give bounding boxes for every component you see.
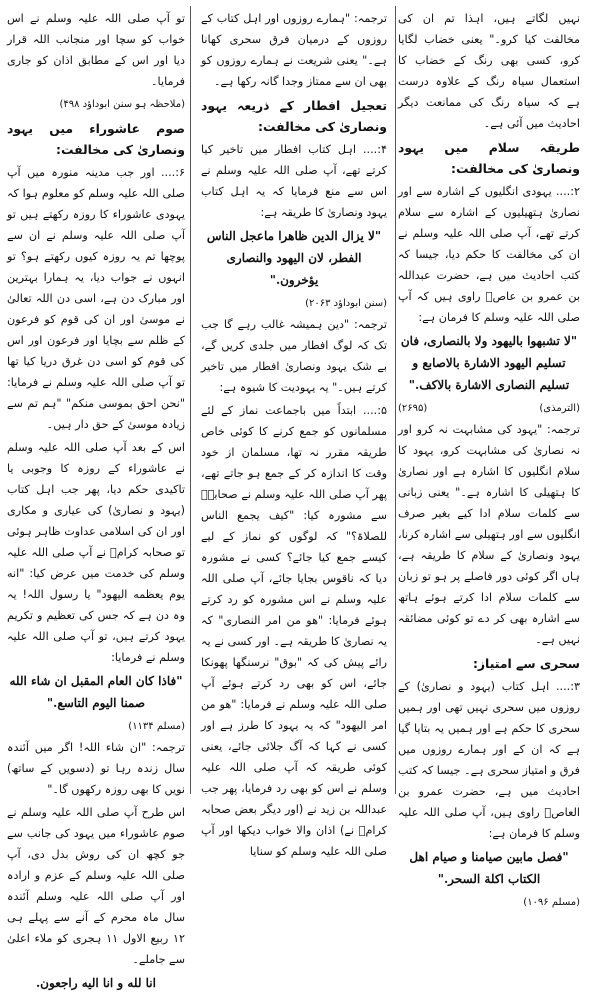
reference: (الترمذی) — [539, 403, 580, 414]
column-right — [398, 8, 580, 908]
paragraph: ۲:.... یہودی انگلیوں کے اشارہ سے اور نصاریٰ ہتھیلیوں کے اشارہ سے سلام کرتے تھے، آپ صلی اللہ علیہ وسلم نے ان کی مخالفت کا حکم دیا، جیسا کہ کتب احادیث میں ہے، حضرت عبداللہ بن عمرو بن عاصؓ راوی ہیں کہ آپ صلی اللہ علیہ وسلم کا فرمان ہے: — [398, 185, 580, 324]
section-heading: تعجیل افطار کے ذریعہ یہود ونصاریٰ کی مخالفت: — [201, 98, 387, 134]
reference: (سنن ابوداؤد ۲۰۶۳) — [305, 298, 387, 309]
reference-row — [398, 398, 580, 419]
paragraph: نہیں لگاتے ہیں، اہذا تم ان کی مخالفت کیا کرو۔" یعنی خضاب لگایا کرو، کسی بھی رنگ کے خضاب کا استعمال سیاہ رنگ کے علاوہ درست ہے کہ سیاہ رنگ کی ممانعت دیگر احادیث میں آئی ہے۔ — [398, 12, 580, 130]
closing-phrase: انا لله و انا اليه راجعون. — [36, 976, 156, 990]
paragraph: ۳:.... اہل کتاب (یہود و نصاریٰ) کے روزوں میں سحری نہیں تھی اور ہمیں سحری کا حکم ہے اور ہمیں یہ بتایا گیا ہے کہ ان کے اور ہمارے روزوں میں فرق و امتیاز سحری ہے۔ جیسا کہ کتب احادیث میں ہے، حضرت عمرو بن العاصؓ راوی ہیں، آپ صلی اللہ علیہ وسلم کا فرمان ہے: — [398, 680, 580, 840]
arabic-quote: "فاذا كان العام المقبل ان شاء الله صمنا اليوم التاسع." — [9, 674, 183, 710]
arabic-quote: "فصل مابين صيامنا و صيام اهل الكتاب اكلة السحر." — [409, 850, 569, 886]
reference: (ملاحظہ ہو سنن ابوداؤد ۴۹۸) — [59, 99, 185, 110]
arabic-quote: "لا يزال الدين ظاهرا ماعجل الناس الفطر، لان اليهود والنصارى يؤخرون." — [206, 229, 382, 287]
paragraph: اس کے بعد آپ صلی اللہ علیہ وسلم نے عاشوراء کے روزہ کا وجوبی یا تاکیدی حکم دیا، پھر جب اہل کتاب (یہود و نصاریٰ) کی عیاری و مکاری اور ان کی اسلامی عداوت ظاہر ہوئی تو صحابہ کرامؓ نے آپ صلی اللہ علیہ وسلم کی خدمت میں عرض کیا: "انه يوم يعظمه اليهود" یا رسول اللہ! یہ وہ دن ہے کہ جس کی تعظیم و تکریم یہود کرتے ہیں، تو آپ صلی اللہ علیہ وسلم نے فرمایا: — [7, 441, 185, 664]
arabic-quote: "لا تشبهوا باليهود ولا بالنصارى، فان تسليم اليهود الاشارة بالاصابع و تسليم النصارى الاشارة بالاكف." — [400, 334, 578, 392]
paragraph: تو آپ صلی اللہ علیہ وسلم نے اس خواب کو سچا اور منجانب اللہ قرار دیا اور اس کے مطابق اذان کو جاری فرمایا۔ — [7, 12, 185, 88]
paragraph: ۴:.... اہل کتاب افطار میں تاخیر کیا کرتے تھے، آپ صلی اللہ علیہ وسلم نے اس سے منع فرمایا کہ یہ اہل کتاب یہود ونصاریٰ کا طریقہ ہے: — [201, 143, 387, 219]
column-left — [7, 8, 185, 990]
paragraph: اس طرح آپ صلی اللہ علیہ وسلم نے صوم عاشوراء میں یہود کی جانب سے جو کچھ ان کی روش بدل دی، آپ صلی اللہ علیہ وسلم کے عزم و ارادہ اور آپ صلی اللہ علیہ وسلم آئندہ سال ماہ محرم کے آنے سے پہلے ہی ۱۲ ربیع الاول ۱۱ ہجری کو ملاء اعلیٰ سے جاملے۔ — [7, 806, 185, 966]
section-heading: طریقہ سلام میں یہود ونصاریٰ کی مخالفت: — [398, 140, 580, 176]
paragraph: ترجمہ: "ان شاء اللہ! اگر میں آئندہ سال زندہ رہا تو (دسویں کے ساتھ) نویں کا بھی روزہ رکھوں گا۔" — [7, 741, 185, 796]
reference: (۲۶۹۵) — [398, 403, 428, 414]
paragraph: ۶:.... اور جب مدینہ منورہ میں آپ صلی اللہ علیہ وسلم کو معلوم ہوا کہ یہودی عاشوراء کا روزہ رکھتے ہیں تو آپ صلی اللہ علیہ وسلم نے ان سے پوچھا تم یہ روزہ کیوں رکھتے ہو؟ تو انہوں نے جواب دیا، یہ ہمارا بہترین اور مبارک دن ہے، اسی دن اللہ تعالیٰ نے موسیٰ اور ان کی قوم کو فرعون کے ظلم سے بچایا اور فرعون اور اس کی قوم کو اسی دن غرق دریا کیا تھا تو آپ صلی اللہ علیہ وسلم نے فرمایا: "نحن احق بموسى منكم" "ہم تم سے زیادہ موسیٰ کے حق دار ہیں۔ — [7, 166, 185, 431]
paragraph: ۵:.... ابتداً میں باجماعت نماز کے لئے مسلمانوں کو جمع کرنے کا کوئی خاص طریقہ مقرر نہ تھا، مسلمان از خود وقت کا اندازہ کر کے جمع ہو جاتے تھے، پھر آپ صلی اللہ علیہ وسلم نے صحابہؓ سے مشورہ کیا: "کیف یجمع الناس للصلاۃ؟" کہ لوگوں کو نماز کے لیے کیسے جمع کیا جائے؟ کسی نے مشورہ دیا کہ ناقوس بجایا جائے، آپ صلی اللہ علیہ وسلم نے اس مشورہ کو رد کرتے ہوئے فرمایا: "هو من امر النصارى" کہ یہ نصاریٰ کا طریقہ ہے۔ اور کسی نے یہ رائے پیش کی کہ "بوق" نرسنگھا پھونکا جائے، اس کو بھی رد کرتے ہوئے آپ صلی اللہ علیہ وسلم نے فرمایا: "هو من امر اليهود" کہ یہ یہود کا طرز ہے اور کسی نے کہا کہ آگ جلائی جائے، یعنی کوئی طریقہ کہ آپ صلی اللہ علیہ وسلم نے اس کو بھی رد فرمایا، پھر جب عبداللہ بن زید نے (اور دیگر بعض صحابہ کرامؓ نے) اذان والا خواب دیکھا اور آپ صلی اللہ علیہ وسلم کو سنایا — [201, 404, 387, 858]
paragraph: ترجمہ: "ہمارے روزوں اور اہل کتاب کے روزوں کے درمیان فرق سحری کھانا ہے۔" یعنی شریعت نے ہمارے روزوں کو بھی ان سے ممتاز وجدا گانہ رکھا ہے۔ — [201, 12, 387, 88]
column-divider — [395, 6, 396, 794]
section-heading: صوم عاشوراء میں یہود ونصاریٰ کی مخالفت: — [7, 121, 185, 157]
reference: (مسلم ۱۱۳۴) — [128, 721, 185, 732]
paragraph: ترجمہ: "دین ہمیشہ غالب رہے گا جب تک کہ لوگ افطار میں جلدی کریں گے، بے شک یہود ونصاریٰ افطار میں تاخیر کرتے ہیں۔" یہ یہودیت کا شیوہ ہے: — [201, 318, 387, 394]
column-middle — [201, 8, 387, 858]
section-heading: سحری سے امتیاز: — [472, 656, 580, 671]
paragraph: ترجمہ: "یہود کی مشابہت نہ کرو اور نہ نصاریٰ کی مشابہت کرو، یہود کا سلام انگلیوں کا اشارہ ہے اور نصاریٰ کا ہتھیلی کا اشارہ ہے۔" یعنی زبانی سے کلمات سلام ادا کیے بغیر صرف انگلیوں سے اور ہتھیلی سے اشارہ کرنا، یہود ونصاریٰ کے سلام کا طریقہ ہے، ہاں اگر کوئی دور فاصلے پر ہو تو زبان سے کلمات سلام ادا کرتے ہوئے ہاتھ سے اشارہ بھی کر دے تو کوئی مضائقہ نہیں ہے۔ — [398, 423, 580, 646]
column-divider — [190, 6, 191, 794]
reference: (مسلم ۱۰۹۶) — [523, 897, 580, 908]
